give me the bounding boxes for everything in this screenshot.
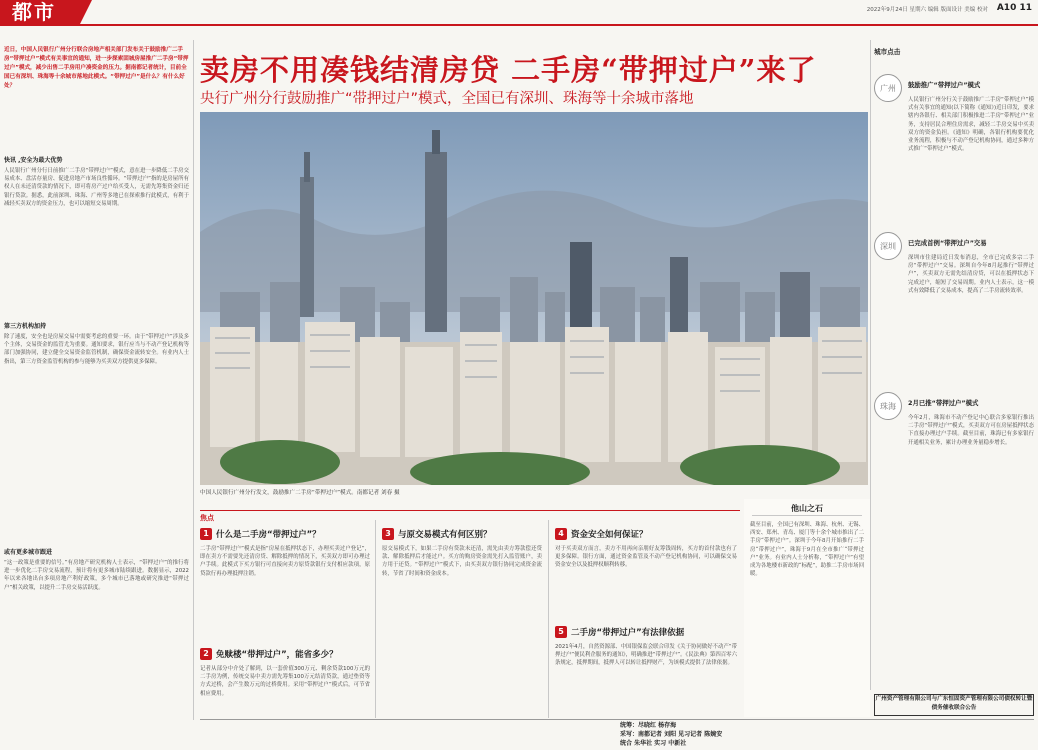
sidebar-block-shenzhen [874,232,1034,392]
qa-answer-2: 记者从部分中介处了解到，以一套价值300万元、剩余贷款100万元的二手房为例，传统交易中卖方需先筹集100万元结清贷款，通过垫资等方式过桥，会产生数万元的过桥费用。采用“带押过户”模式后，可节省相应费用。 [200,666,370,697]
left-section-title-3: 或有更多城市跟进 [4,549,53,556]
qa-number-1: 1 [200,528,212,540]
qa-answer-5: 2021年4月，自然资源部、中国银保监会联合印发《关于协同做好不动产“带押过户”便民利企服务的通知》，明确推进“带押过户”。《民法典》第四百零六条规定，抵押期间，抵押人可以转让抵押财产，为该模式提供了法律依据。 [555,644,737,667]
left-column [4,155,189,715]
footer-rule [200,719,1034,720]
section-label: 都市 [0,0,80,24]
commentary-box [744,499,870,717]
qa-item-4 [555,528,737,625]
column-divider-right [870,40,871,690]
page-number: A10 11 [996,3,1032,13]
city-badge-shenzhen: 深圳 [874,232,902,260]
legal-notice-title: 广州资产管理有限公司与广东恒固资产管理有限公司债权转让暨债务催收联合公告 [875,696,1033,711]
sidebar-body-guangzhou: 人民银行广州分行关于鼓励推广二手房“带押过户”模式有关事宜的通知(以下简称《通知》)近日印发，要求辖内各银行、相关部门积极推进二手房“带押过户”业务，支持居民合理住房需求，减轻二手房交易中买卖双方的资金负担。《通知》明确，各银行机构要优化业务流程，积极与不动产登记机构协同，通过多种方式推广“带押过户”模式。 [908,97,1034,153]
qa-question-4: 资金安全如何保证？ [571,530,648,540]
qa-item-5 [555,626,737,727]
subheadline: 央行广州分行鼓励推广“带押过户”模式，全国已有深圳、珠海等十余城市落地 [200,91,694,107]
qa-divider-2 [548,520,549,718]
intro-text: 近日，中国人民银行广州分行联合房地产相关部门发布关于鼓励推广二手房“带押过户”模式有关事宜的通知，进一步探索固城房屋推广二手房“带押过户”模式，减少出售二手房用户凑资金的压力。据南都记者统计，目前全国已有深圳、珠海等十余城市落地此模式。“带押过户”是什么？有什么好处？ [4,47,189,89]
left-section-body-2: 除了速度，安全也是房屋交易中需要考虑的重要一环。由于“带押过户”涉及多个主体，交易资金的监管尤为重要。通知要求，银行应当与不动产登记机构等部门加强协同，建立健全交易资金监管机制，确保资金流转安全。有业内人士指出，第三方资金监管机构的参与能够为买卖双方提供更多保障。 [4,334,189,365]
qa-question-5: 二手房“带押过户”有法律依据 [571,628,685,638]
qa-number-5: 5 [555,626,567,638]
city-badge-zhuhai: 珠海 [874,392,902,420]
qa-item-3 [382,528,542,725]
header-rule [0,24,1038,26]
dateline: 2022年9月24日 星期六 编辑 版面设计 美编 校对 [866,7,988,13]
credits-line-2: 采写：南都记者 刘阳 见习记者 陈婉安 [620,731,723,738]
sidebar-title-zhuhai: 2月已推“带押过户”模式 [908,399,979,407]
photo-caption: 中国人民银行广州分行发文，鼓励推广二手房“带押过户”模式。南都记者 刘春 摄 [200,490,400,496]
left-section-title-2: 第三方机构加持 [4,323,47,330]
column-divider-left [193,40,194,720]
qa-item-1 [200,528,370,645]
left-section-body-3: “这一政策是重要的信号。”有房地产研究机构人士表示，“带押过户”的推行将进一步优化二手房交易流程，预计将有更多城市陆续跟进。数据显示，2022年以来各地出台多项房地产利好政策，多个城市已落地或研究推进“带押过户”相关政策，以提升二手房交易活跃度。 [4,560,189,591]
credits-line-1: 统筹：尽晓红 杨存海 [620,722,677,729]
skyline-illustration [200,112,868,485]
commentary-title: 他山之石 [791,504,823,513]
qa-top-rule [200,510,740,511]
qa-answer-4: 对于买卖双方而言，卖方不用再向亲朋好友筹钱周转，买方的首付款也有了更多保障。银行方面，通过资金监管及不动产登记机构协同，可以确保交易资金安全以及抵押权顺利转移。 [555,546,737,569]
qa-answer-1: 二手房“带押过户”模式是指“房屋在抵押状态下，办理买卖过户登记”，即在卖方不需要先还清房贷、解除抵押的情况下，买卖双方即可办理过户手续。此模式下买方银行可直接向卖方原贷款银行支付相应款项，原贷款行再办理抵押注销。 [200,546,370,577]
sidebar-city-roundup [874,46,1034,722]
commentary-rule [752,515,862,516]
city-skyline-photo [200,112,868,485]
qa-question-1: 什么是二手房“带押过户”？ [216,530,321,540]
sidebar-block-guangzhou [874,62,1034,232]
sidebar-title-shenzhen: 已完成首例“带押过户”交易 [908,239,987,247]
qa-item-2 [200,648,370,745]
sidebar-title-guangzhou: 鼓励推广“带押过户”模式 [908,81,981,89]
legal-notice-box [874,694,1034,716]
qa-number-2: 2 [200,648,212,660]
qa-number-3: 3 [382,528,394,540]
headline: 卖房不用凑钱结清房贷 二手房“带押过户”来了 [200,53,817,87]
qa-number-4: 4 [555,528,567,540]
qa-question-3: 与原交易模式有何区别？ [398,530,492,540]
sidebar-block-zhuhai [874,392,1034,572]
footer-credits [620,721,722,748]
left-section-body-1: 人民银行广州分行日前推广二手房“带押过户”模式，意在进一步降低二手房交易成本、盘活存量房、促进房地产市场良性循环。“带押过户”指的是房屋所有权人在未还清贷款的情况下，即可将房产过户给买受人，无需先筹集资金归还银行贷款。据悉，此前深圳、珠海、广州等多地已在探索推行此模式，有利于减轻买卖双方的资金压力，也可以缩短交易周期。 [4,168,189,207]
left-section-title-1: 快讯 ,安全为最大优势 [4,157,63,164]
qa-divider-1 [375,520,376,718]
qa-tag: 焦点 [200,514,214,522]
sidebar-heading: 城市点击 [874,48,901,56]
sidebar-body-zhuhai: 今年2月，珠海市不动产登记中心联合多家银行推出二手房“带押过户”模式，买卖双方可在房屋抵押状态下直接办理过户手续。截至目前，珠海已有多家银行开通相关业务，累计办理业务量稳步增长。 [908,415,1034,446]
qa-question-2: 免赎楼“带押过户”，能省多少？ [216,650,338,660]
city-badge-guangzhou: 广州 [874,74,902,102]
qa-answer-3: 原交易模式下，如果二手房有贷款未还清，需先由卖方筹款偿还贷款、解除抵押后才能过户。买方的购房资金需先打入监管账户，卖方用于还贷。“带押过户”模式下，由买卖双方银行协同完成资金流转，节省了时间和资金成本。 [382,546,542,577]
commentary-body: 截至目前，全国已有深圳、珠海、杭州、无锡、西安、郑州、青岛、厦门等十余个城市推出了二手房“带押过户”。深圳于今年8月开始推行二手房“带押过户”，珠海于9月在全市推广“带押过户”业务。有业内人士分析称，“带押过户”有望成为各地楼市新政的“标配”，助推二手房市场回暖。 [750,522,864,578]
sidebar-body-shenzhen: 深圳市住建局近日发布消息，全市已完成多宗二手房“带押过户”交易。深圳自今年8月起推行“带押过户”，买卖双方无需先结清房贷，可以在抵押状态下完成过户，缩短了交易周期。业内人士表示，这一模式有效降低了交易成本，提高了二手房流转效率。 [908,255,1034,294]
intro-paragraph [4,46,189,91]
credits-line-3: 统合 朱华社 实习 中新社 [620,740,687,747]
